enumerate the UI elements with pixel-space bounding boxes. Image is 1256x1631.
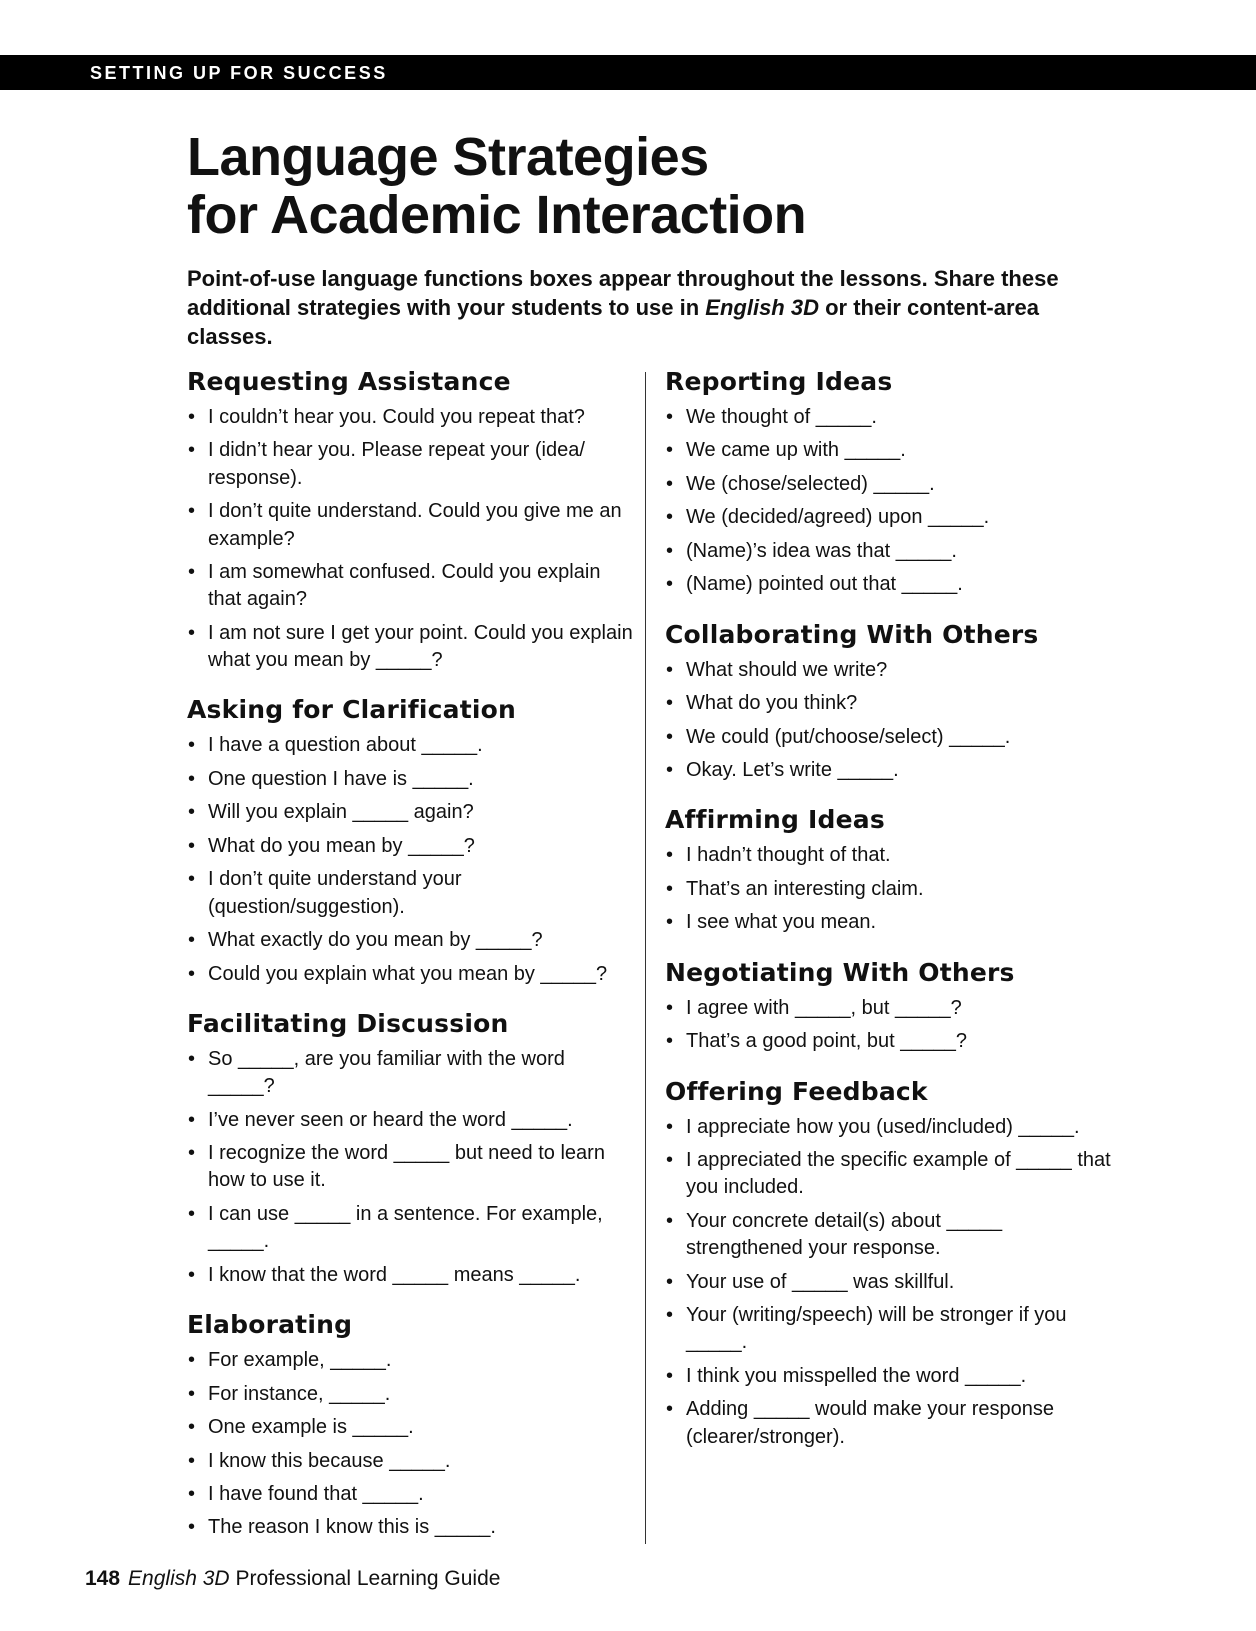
list-item: • (Name) pointed out that _____. — [665, 571, 1115, 598]
section-banner-label: SETTING UP FOR SUCCESS — [90, 63, 388, 83]
list-item: • I recognize the word _____ but need to learn how to use it. — [187, 1140, 637, 1195]
list-item: • What exactly do you mean by _____? — [187, 927, 637, 954]
list-item: • (Name)’s idea was that _____. — [665, 538, 1115, 565]
strategy-list — [665, 657, 1115, 785]
strategy-list — [187, 1347, 637, 1542]
list-item: • So _____, are you familiar with the word _____? — [187, 1046, 637, 1101]
section-heading: Requesting Assistance — [187, 367, 511, 396]
list-item: • What do you think? — [665, 690, 1115, 717]
list-item: • That’s a good point, but _____? — [665, 1028, 1115, 1055]
list-item: • The reason I know this is _____. — [187, 1514, 637, 1541]
intro-text-2: or their content-area classes. — [187, 295, 1040, 349]
strategy-list — [187, 1046, 637, 1289]
section-heading: Reporting Ideas — [665, 367, 893, 396]
strategy-list — [187, 404, 637, 674]
list-item: • I hadn’t thought of that. — [665, 842, 1115, 869]
list-item: • I don’t quite understand your (question/suggestion). — [187, 866, 637, 921]
section-affirming-ideas — [665, 804, 1115, 936]
list-item: • Your use of _____ was skillful. — [665, 1269, 1115, 1296]
section-asking-for-clarification — [187, 694, 637, 988]
list-item: • We could (put/choose/select) _____. — [665, 724, 1115, 751]
list-item: • I don’t quite understand. Could you give me an example? — [187, 498, 637, 553]
section-heading: Facilitating Discussion — [187, 1008, 509, 1038]
footer-guide-title: Professional Learning Guide — [229, 1567, 501, 1590]
list-item: • We (decided/agreed) upon _____. — [665, 504, 1115, 531]
page-title-line-2: for Academic Interaction — [187, 185, 807, 245]
strategy-list — [665, 995, 1115, 1056]
list-item: • I have a question about _____. — [187, 732, 637, 759]
list-item: • One example is _____. — [187, 1414, 637, 1441]
strategy-list — [665, 1114, 1115, 1451]
right-column — [665, 366, 1115, 1471]
page-title-line-1: Language Strategies — [187, 127, 709, 187]
column-divider — [645, 372, 646, 1544]
list-item: • I couldn’t hear you. Could you repeat that? — [187, 404, 637, 431]
section-heading: Elaborating — [187, 1310, 353, 1340]
page-footer — [85, 1565, 500, 1592]
list-item: • I am somewhat confused. Could you explain that again? — [187, 559, 637, 614]
section-reporting-ideas — [665, 366, 1115, 599]
list-item: • We thought of _____. — [665, 404, 1115, 431]
list-item: • I didn’t hear you. Please repeat your (idea/ response). — [187, 437, 637, 492]
left-column — [187, 366, 637, 1562]
page-title — [187, 128, 806, 244]
list-item: • I have found that _____. — [187, 1481, 637, 1508]
list-item: • For example, _____. — [187, 1347, 637, 1374]
section-banner — [0, 55, 1256, 90]
section-heading: Collaborating With Others — [665, 619, 1039, 649]
list-item: • I appreciated the specific example of _____ that you included. — [665, 1147, 1115, 1202]
list-item: • What should we write? — [665, 657, 1115, 684]
section-requesting-assistance — [187, 366, 637, 674]
section-offering-feedback — [665, 1076, 1115, 1451]
list-item: • One question I have is _____. — [187, 766, 637, 793]
list-item: • Could you explain what you mean by _____? — [187, 961, 637, 988]
list-item: • I agree with _____, but _____? — [665, 995, 1115, 1022]
list-item: • I can use _____ in a sentence. For example, _____. — [187, 1201, 637, 1256]
list-item: • Your (writing/speech) will be stronger if you _____. — [665, 1302, 1115, 1357]
section-heading: Affirming Ideas — [665, 805, 885, 835]
list-item: • I know that the word _____ means _____. — [187, 1262, 637, 1289]
list-item: • We came up with _____. — [665, 437, 1115, 464]
intro-text-1: Point-of-use language functions boxes appear throughout the lessons. Share these additional strategies with your students to use in — [187, 266, 1059, 320]
list-item: • I think you misspelled the word _____. — [665, 1363, 1115, 1390]
list-item: • I appreciate how you (used/included) _____. — [665, 1114, 1115, 1141]
section-elaborating — [187, 1309, 637, 1542]
list-item: • I know this because _____. — [187, 1448, 637, 1475]
section-negotiating-with-others — [665, 957, 1115, 1056]
footer-book-title: English 3D — [128, 1567, 230, 1590]
strategy-list — [665, 842, 1115, 936]
list-item: • Will you explain _____ again? — [187, 799, 637, 826]
section-facilitating-discussion — [187, 1008, 637, 1289]
section-collaborating-with-others — [665, 619, 1115, 785]
list-item: • I see what you mean. — [665, 909, 1115, 936]
list-item: • Okay. Let’s write _____. — [665, 757, 1115, 784]
intro-paragraph — [187, 264, 1127, 351]
strategy-list — [665, 404, 1115, 599]
list-item: • I am not sure I get your point. Could you explain what you mean by _____? — [187, 620, 637, 675]
strategy-list — [187, 732, 637, 988]
list-item: • That’s an interesting claim. — [665, 876, 1115, 903]
page-number: 148 — [85, 1567, 121, 1590]
section-heading: Offering Feedback — [665, 1076, 928, 1106]
list-item: • I’ve never seen or heard the word _____. — [187, 1107, 637, 1134]
section-heading: Asking for Clarification — [187, 695, 517, 725]
intro-book-title: English 3D — [705, 295, 819, 320]
section-heading: Negotiating With Others — [665, 957, 1015, 987]
list-item: • We (chose/selected) _____. — [665, 471, 1115, 498]
list-item: • Adding _____ would make your response (clearer/stronger). — [665, 1396, 1115, 1451]
list-item: • For instance, _____. — [187, 1381, 637, 1408]
list-item: • What do you mean by _____? — [187, 833, 637, 860]
list-item: • Your concrete detail(s) about _____ strengthened your response. — [665, 1208, 1115, 1263]
